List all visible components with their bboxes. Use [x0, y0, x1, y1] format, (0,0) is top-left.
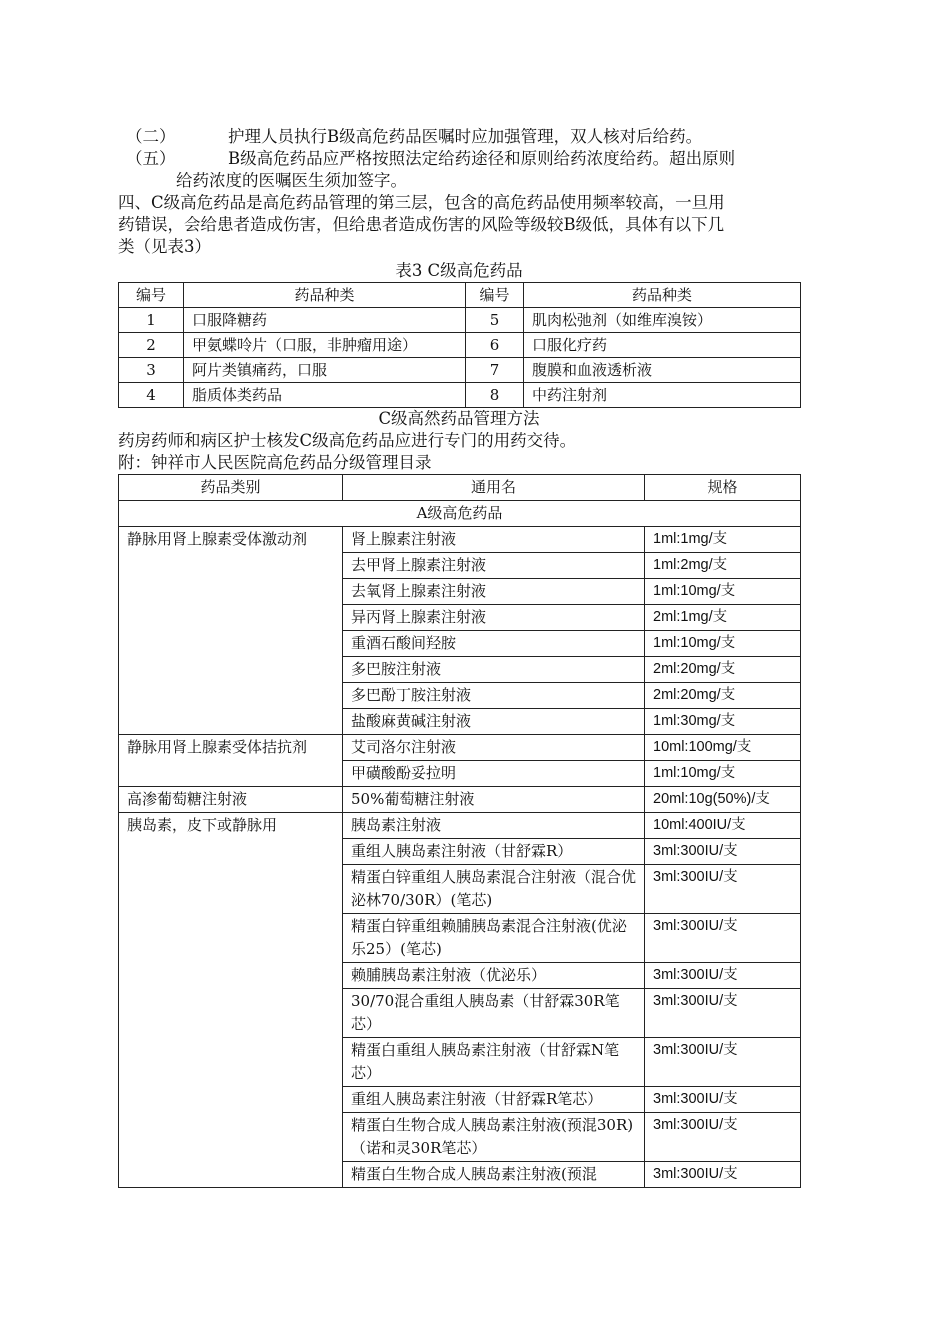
- paragraph-4-line3: 类（见表3）: [118, 237, 211, 256]
- table-c-class-drugs: [118, 282, 801, 408]
- specification: 10ml:400IU/支: [645, 813, 801, 839]
- specification: 3ml:300IU/支: [645, 839, 801, 865]
- specification: 1ml:10mg/支: [645, 761, 801, 787]
- drug-category: 中药注射剂: [524, 383, 801, 408]
- generic-name: 甲磺酸酚妥拉明: [343, 761, 645, 787]
- paragraph-4-line2: 药错误，会给患者造成伤害，但给患者造成伤害的风险等级较B级低，具体有以下几: [118, 215, 725, 234]
- generic-name: 精蛋白重组人胰岛素注射液（甘舒霖N笔芯）: [343, 1038, 645, 1087]
- generic-name: 精蛋白锌重组人胰岛素混合注射液（混合优泌林70/30R）(笔芯): [343, 865, 645, 914]
- generic-name: 50%葡萄糖注射液: [343, 787, 645, 813]
- specification: 1ml:10mg/支: [645, 631, 801, 657]
- generic-name: 盐酸麻黄碱注射液: [343, 709, 645, 735]
- specification: 1ml:10mg/支: [645, 579, 801, 605]
- generic-name: 重组人胰岛素注射液（甘舒霖R笔芯）: [343, 1087, 645, 1113]
- drug-class: 胰岛素，皮下或静脉用: [119, 813, 343, 1188]
- table-row: [119, 735, 801, 761]
- appendix-title: 附：钟祥市人民医院高危药品分级管理目录: [118, 453, 432, 472]
- generic-name: 精蛋白生物合成人胰岛素注射液(预混30R)（诺和灵30R笔芯）: [343, 1113, 645, 1162]
- row-number: 5: [466, 308, 524, 333]
- drug-class: 高渗葡萄糖注射液: [119, 787, 343, 813]
- table3-title: 表3 C级高危药品: [395, 261, 523, 280]
- specification: 1ml:1mg/支: [645, 527, 801, 553]
- paragraph-2: [118, 126, 800, 148]
- row-number: 7: [466, 358, 524, 383]
- specification: 3ml:300IU/支: [645, 1162, 801, 1188]
- table-header-row: [119, 475, 801, 501]
- table-row: [119, 527, 801, 553]
- specification: 3ml:300IU/支: [645, 963, 801, 989]
- paragraph-number: （二）: [126, 127, 176, 146]
- drug-class: 静脉用肾上腺素受体拮抗剂: [119, 735, 343, 787]
- management-heading: C级高然药品管理方法: [378, 409, 540, 428]
- document-page: [118, 126, 800, 1188]
- paragraph-number: （五）: [126, 149, 176, 168]
- specification: 2ml:20mg/支: [645, 657, 801, 683]
- generic-name: 去甲肾上腺素注射液: [343, 553, 645, 579]
- drug-category: 阿片类镇痛药，口服: [184, 358, 466, 383]
- drug-category: 口服化疗药: [524, 333, 801, 358]
- column-header: 药品类别: [119, 475, 343, 501]
- row-number: 3: [119, 358, 184, 383]
- generic-name: 肾上腺素注射液: [343, 527, 645, 553]
- generic-name: 重酒石酸间羟胺: [343, 631, 645, 657]
- paragraph-4-line1: 四、C级高危药品是高危药品管理的第三层，包含的高危药品使用频率较高，一旦用: [118, 193, 725, 212]
- specification: 3ml:300IU/支: [645, 989, 801, 1038]
- row-number: 4: [119, 383, 184, 408]
- section-row: [119, 501, 801, 527]
- specification: 1ml:30mg/支: [645, 709, 801, 735]
- drug-category: 甲氨蝶呤片（口服，非肿瘤用途）: [184, 333, 466, 358]
- specification: 20ml:10g(50%)/支: [645, 787, 801, 813]
- table-row: [119, 383, 801, 408]
- specification: 3ml:300IU/支: [645, 914, 801, 963]
- specification: 3ml:300IU/支: [645, 865, 801, 914]
- column-header: 规格: [645, 475, 801, 501]
- drug-category: 脂质体类药品: [184, 383, 466, 408]
- row-number: 2: [119, 333, 184, 358]
- generic-name: 异丙肾上腺素注射液: [343, 605, 645, 631]
- generic-name: 艾司洛尔注射液: [343, 735, 645, 761]
- table-row: [119, 308, 801, 333]
- generic-name: 精蛋白锌重组赖脯胰岛素混合注射液(优泌乐25）(笔芯): [343, 914, 645, 963]
- table-header-row: [119, 283, 801, 308]
- column-header: 通用名: [343, 475, 645, 501]
- specification: 1ml:2mg/支: [645, 553, 801, 579]
- column-header: 编号: [119, 283, 184, 308]
- table-row: [119, 813, 801, 839]
- generic-name: 赖脯胰岛素注射液（优泌乐）: [343, 963, 645, 989]
- paragraph-text: 护理人员执行B级高危药品医嘱时应加强管理，双人核对后给药。: [228, 127, 703, 146]
- paragraph-continuation: 给药浓度的医嘱医生须加签字。: [176, 171, 407, 190]
- specification: 3ml:300IU/支: [645, 1087, 801, 1113]
- generic-name: 精蛋白生物合成人胰岛素注射液(预混: [343, 1162, 645, 1188]
- drug-class: 静脉用肾上腺素受体激动剂: [119, 527, 343, 735]
- specification: 3ml:300IU/支: [645, 1113, 801, 1162]
- table-row: [119, 358, 801, 383]
- generic-name: 30/70混合重组人胰岛素（甘舒霖30R笔芯）: [343, 989, 645, 1038]
- high-risk-drug-catalog: [118, 474, 801, 1188]
- column-header: 药品种类: [184, 283, 466, 308]
- paragraph-text: B级高危药品应严格按照法定给药途径和原则给药浓度给药。超出原则: [228, 149, 736, 168]
- paragraph-5: [118, 148, 800, 170]
- generic-name: 胰岛素注射液: [343, 813, 645, 839]
- generic-name: 重组人胰岛素注射液（甘舒霖R）: [343, 839, 645, 865]
- column-header: 药品种类: [524, 283, 801, 308]
- specification: 2ml:20mg/支: [645, 683, 801, 709]
- generic-name: 多巴酚丁胺注射液: [343, 683, 645, 709]
- drug-category: 口服降糖药: [184, 308, 466, 333]
- column-header: 编号: [466, 283, 524, 308]
- drug-category: 肌肉松弛剂（如维库溴铵）: [524, 308, 801, 333]
- row-number: 6: [466, 333, 524, 358]
- generic-name: 多巴胺注射液: [343, 657, 645, 683]
- table-row: [119, 333, 801, 358]
- drug-category: 腹膜和血液透析液: [524, 358, 801, 383]
- specification: 3ml:300IU/支: [645, 1038, 801, 1087]
- generic-name: 去氧肾上腺素注射液: [343, 579, 645, 605]
- specification: 10ml:100mg/支: [645, 735, 801, 761]
- table-row: [119, 787, 801, 813]
- row-number: 8: [466, 383, 524, 408]
- section-title: A级高危药品: [119, 501, 801, 527]
- row-number: 1: [119, 308, 184, 333]
- management-text: 药房药师和病区护士核发C级高危药品应进行专门的用药交待。: [118, 431, 577, 450]
- specification: 2ml:1mg/支: [645, 605, 801, 631]
